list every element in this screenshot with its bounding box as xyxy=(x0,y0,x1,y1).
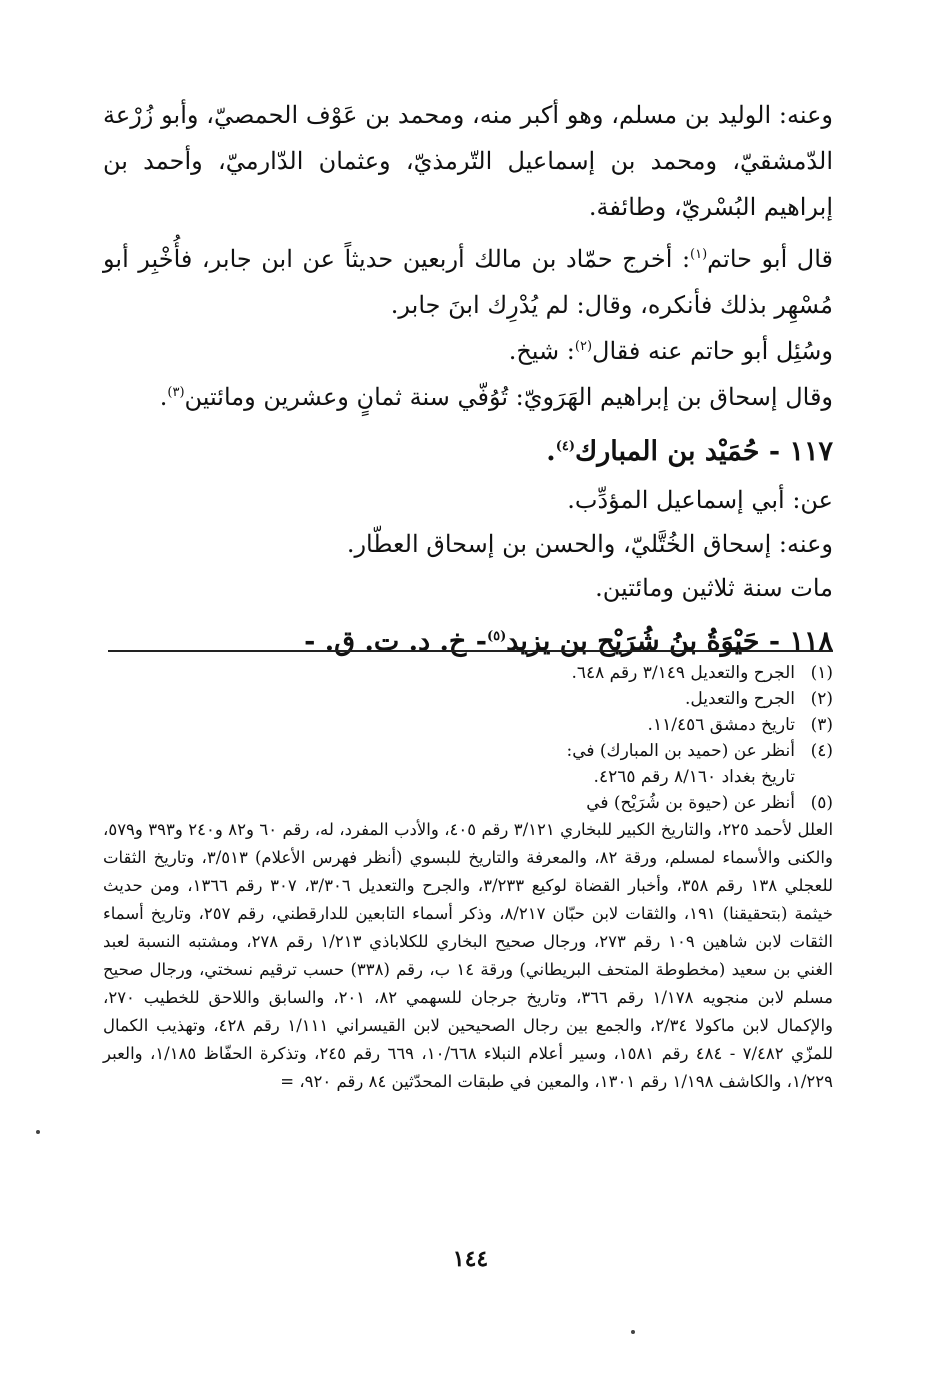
footnote-ref-3[interactable]: (٣) xyxy=(167,385,185,400)
main-text xyxy=(103,92,833,668)
footnote-ref-2[interactable]: (٢) xyxy=(574,339,593,354)
entry-117-end: . xyxy=(546,436,556,467)
footnote-3-number: (٣) xyxy=(810,715,833,735)
footnote-ref-1[interactable]: (١) xyxy=(690,247,708,262)
footnote-2-number: (٢) xyxy=(810,689,833,709)
footnote-4-line-1: أنظر عن (حميد بن المبارك) في: xyxy=(566,741,795,761)
entry-118-title: ١١٨ - حَيْوَةُ بنُ شُرَيْح بن يزيد xyxy=(506,626,833,657)
footnote-3-text: تاريخ دمشق ١١/٤٥٦. xyxy=(647,715,795,735)
footnotes xyxy=(103,660,833,1096)
footnote-ref-4[interactable]: (٤) xyxy=(555,439,575,454)
footnote-5 xyxy=(103,790,833,816)
paragraph-abu-hatim xyxy=(103,236,833,328)
footnote-2-text: الجرح والتعديل. xyxy=(684,689,795,709)
footnote-2 xyxy=(103,686,833,712)
page-number: ١٤٤ xyxy=(452,1246,489,1272)
paragraph-asked-rest: : شيخ. xyxy=(508,337,575,365)
footnote-1 xyxy=(103,660,833,686)
footnote-ref-5[interactable]: (٥) xyxy=(486,629,507,644)
entry-117-from: عن: أبي إسماعيل المؤدِّب. xyxy=(567,486,833,514)
entry-117-students: وعنه: إسحاق الخُتَّليّ، والحسن بن إسحاق العطّار. xyxy=(346,530,833,558)
paragraph-asked-lead: وسُئِل أبو حاتم عنه فقال xyxy=(592,337,833,365)
paragraph-death-text: وقال إسحاق بن إبراهيم الهَرَويّ: تُوُفّي سنة ثمانٍ وعشرين ومائتين xyxy=(184,383,833,411)
paragraph-students-text: وعنه: الوليد بن مسلم، وهو أكبر منه، ومحمد بن عَوْف الحمصيّ، وأبو زُرْعة الدّمشقيّ، ومحمد بن إسماعيل التّرمذيّ، وعثمان الدّارميّ، وأحمد بن إبراهيم البُسْريّ، وطائفة. xyxy=(103,101,833,221)
scan-speck xyxy=(631,1330,635,1334)
footnote-4-line-2: تاريخ بغداد ٨/١٦٠ رقم ٤٢٦٥. xyxy=(593,767,795,787)
entry-118-codes: - خ. د. ت. ق. - xyxy=(304,626,487,657)
paragraph-death xyxy=(103,374,833,420)
footnote-4-body xyxy=(103,738,795,790)
entry-117-heading xyxy=(103,426,833,478)
paragraph-abu-hatim-lead: قال أبو حاتم xyxy=(707,245,833,273)
footnote-separator xyxy=(108,650,833,652)
entry-117-death: مات سنة ثلاثين ومائتين. xyxy=(595,574,833,602)
scan-speck xyxy=(36,1130,40,1134)
footnote-5-text: العلل لأحمد ٢٢٥، والتاريخ الكبير للبخاري ٣/١٢١ رقم ٤٠٥، والأدب المفرد، له، رقم ٦٠ و٨٢ و٢٤٠ و٣٩٣ و٥٧٩، والكنى والأسماء لمسلم، ورقة ٨٢، والمعرفة والتاريخ للبسوي (أنظر فهرس الأعلام) ٣/٥١٣، وتاريخ الثقات للعجلي ١٣٨ رقم ٣٥٨، وأخبار القضاة لوكيع ٣/٢٣٣، والجرح والتعديل ٣/٣٠٦، ٣٠٧ رقم ١٣٦٦، ومن حديث خيثمة (بتحقيقنا) ١٩١، والثقات لابن حبّان ٨/٢١٧، وذكر أسماء التابعين للدارقطني، رقم ٢٥٧، وتاريخ أسماء الثقات لابن شاهين ١٠٩ رقم ٢٧٣، ورجال صحيح البخاري للكلاباذي ١/٢١٣ رقم ٢٧٨، ومشتبه النسبة لعبد الغني بن سعيد (مخطوطة المتحف البريطاني) ورقة ١٤ ب، رقم (٣٣٨) حسب ترقيم نسختي، ورجال صحيح مسلم لابن منجويه ١/١٧٨ رقم ٣٦٦، وتاريخ جرجان للسهمي ٨٢، ٢٠١، والسابق واللاحق للخطيب ٢٧٠، والإكمال لابن ماكولا ٢/٣٤، والجمع بين رجال الصحيحين لابن القيسراني ١/١١١ رقم ٤٢٨، وتهذيب الكمال للمزّي ٧/٤٨٢ - ٤٨٤ رقم ١٥٨١، وسير أعلام النبلاء ١٠/٦٦٨، ٦٦٩ رقم ٢٤٥، وتذكرة الحفّاظ ١/١٨٥، والعبر ١/٢٢٩، والكاشف ١/١٩٨ رقم ١٣٠١، والمعين في طبقات المحدّثين ٨٤ رقم ٩٢٠، = xyxy=(103,820,834,1091)
footnote-1-text: الجرح والتعديل ٣/١٤٩ رقم ٦٤٨. xyxy=(571,663,795,683)
footnote-1-number: (١) xyxy=(810,663,833,683)
footnote-3 xyxy=(103,712,833,738)
footnote-5-number: (٥) xyxy=(810,793,833,813)
footnote-5-header: أنظر عن (حيوة بن شُرَيْح) في xyxy=(586,793,795,813)
paragraph-death-end: . xyxy=(159,383,168,411)
footnote-4-number: (٤) xyxy=(810,741,833,761)
paragraph-students xyxy=(103,92,833,230)
entry-117-title: ١١٧ - حُمَيْد بن المبارك xyxy=(574,436,833,467)
paragraph-abu-hatim-rest: : أخرج حمّاد بن مالك أربعين حديثاً عن ابن جابر، فأُخْبِر أبو مُسْهِر بذلك فأنكره، وقال: لم يُدْرِك ابنَ جابر. xyxy=(103,245,833,319)
footnote-4 xyxy=(103,738,833,790)
paragraph-asked xyxy=(103,328,833,374)
